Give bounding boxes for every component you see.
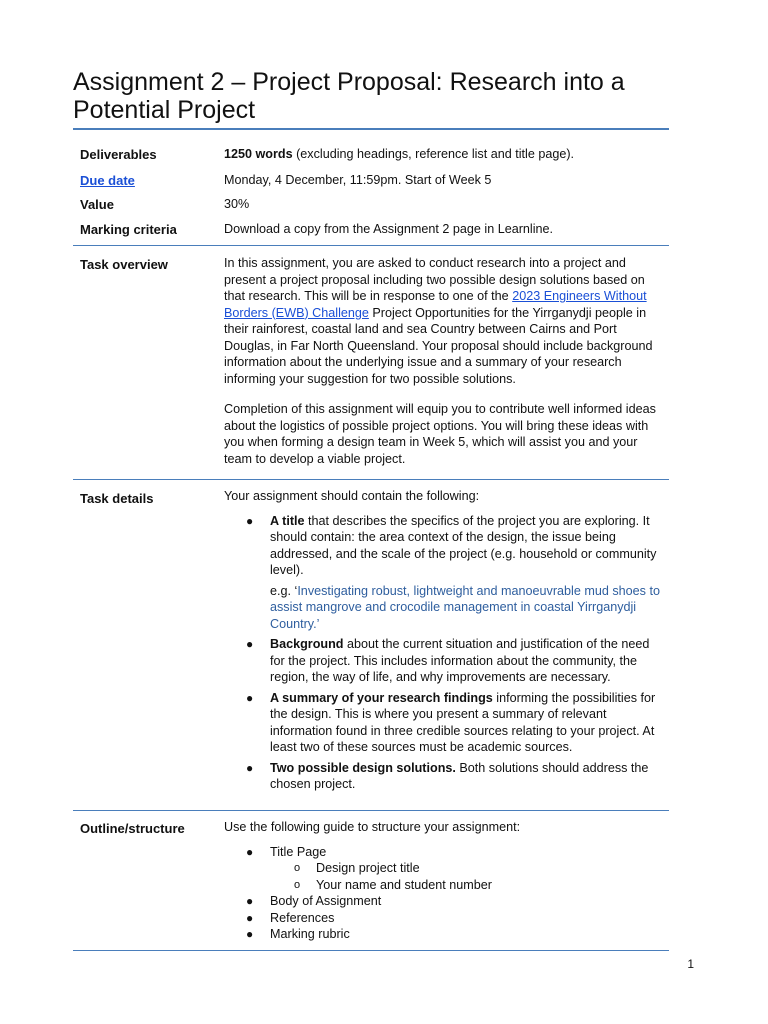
list-subitem: o Design project title: [294, 861, 420, 875]
due-date-value: Monday, 4 December, 11:59pm. Start of Week 5: [224, 173, 492, 187]
task-details-intro: Your assignment should contain the following:: [224, 489, 480, 503]
section-divider: [73, 479, 669, 480]
value-value: 30%: [224, 197, 250, 211]
outline-content: [224, 819, 664, 943]
outline-item: References: [270, 910, 335, 925]
outline-intro: Use the following guide to structure your assignment:: [224, 820, 521, 834]
deliverables-words: 1250 words: [224, 147, 293, 161]
outline-subitem: Your name and student number: [316, 877, 492, 892]
list-item: ● Marking rubric: [246, 927, 350, 941]
outline-structure-label: Outline/structure: [80, 821, 185, 836]
outline-subitem: Design project title: [316, 861, 420, 875]
marking-criteria-value: Download a copy from the Assignment 2 page in Learnline.: [224, 222, 554, 236]
marking-criteria-label: Marking criteria: [80, 222, 177, 237]
list-item: ● A summary of your research findings informing the possibilities for the design. This is where you present a summary of relevant information found in three credible sources relating to your project. At least two of these sources must be academic sources.: [246, 690, 656, 754]
item-text: Both solutions should address the chosen project.: [270, 760, 649, 791]
value-label: Value: [80, 197, 114, 212]
list-subitem: o Your name and student number: [294, 877, 492, 892]
example-text: Investigating robust, lightweight and manoeuvrable mud shoes to assist mangrove and crocodile management in coastal Yirrganydji Country.’: [270, 583, 660, 631]
title-example: [270, 583, 664, 633]
outline-item: Body of Assignment: [270, 894, 382, 908]
list-item: ● Two possible design solutions. Both solutions should address the chosen project.: [246, 760, 649, 791]
page-title: Assignment 2 – Project Proposal: Research into a Potential Project: [73, 68, 625, 124]
example-prefix: e.g. ‘: [270, 583, 298, 598]
list-item: ● Title Page: [246, 844, 327, 859]
list-item: ● References: [246, 910, 335, 925]
item-heading: Background: [270, 637, 344, 651]
ewb-challenge-link[interactable]: 2023 Engineers Without Borders (EWB) Challenge: [224, 289, 647, 320]
deliverables-value: [224, 146, 664, 163]
section-divider: [73, 245, 669, 246]
overview-text: Project Opportunities for the Yirrganydji people in their rainforest, coastal land and sea Country between Cairns and Port Douglas, in Far North Queensland. Your proposal should include background information about the underlying issue and a summary of your research informing your suggestion for two possible solutions.: [224, 305, 653, 386]
overview-text: In this assignment, you are asked to conduct research into a project and present a project proposal including two possible design solutions based on that research. This will be in response to one of the: [224, 256, 645, 303]
list-item: ● A title that describes the specifics of the project you are exploring. It should contain: the area context of the design, the issue being addressed, and the scale of the project (e.g. household or community level). e.g. ‘Investigating robust, lightweight and manoeuvrable mud shoes to assist mangrove and crocodile management in coastal Yirrganydji Country.’: [224, 513, 664, 633]
deliverables-label: Deliverables: [80, 147, 157, 162]
task-overview-paragraph-2: Completion of this assignment will equip you to contribute well informed ideas about the logistics of possible project options. You will bring these ideas with you when forming a design team in Week 5, which will assist you and your team to develop a viable project.: [224, 402, 656, 466]
deliverables-note: (excluding headings, reference list and title page).: [292, 147, 575, 161]
item-text: that describes the specifics of the project you are exploring. It should contain: the area context of the design, the issue being addressed, and the scale of the project (e.g. household or community level).: [270, 513, 657, 577]
list-item: ● Body of Assignment: [246, 894, 382, 908]
page-number: 1: [687, 957, 694, 971]
task-overview-text: [224, 255, 664, 467]
section-divider: [73, 810, 669, 811]
item-heading: A title: [270, 513, 305, 528]
outline-item: Marking rubric: [270, 927, 350, 941]
task-overview-label: Task overview: [80, 257, 168, 272]
item-text: informing the possibilities for the design. This is where you present a summary of relevant information found in three credible sources relating to your project. At least two of these sources must be academic sources.: [270, 690, 656, 754]
list-item: ● Background about the current situation and justification of the need for the project. This includes information about the community, the region, the way of life, and why improvements are necessary.: [246, 637, 650, 684]
due-date-link[interactable]: Due date: [80, 173, 135, 188]
outline-item: Title Page: [270, 844, 327, 859]
item-heading: Two possible design solutions.: [270, 760, 456, 775]
task-details-list: [224, 513, 664, 793]
item-text: about the current situation and justification of the need for the project. This includes information about the community, the region, the way of life, and why improvements are necessary.: [270, 637, 650, 684]
task-details-label: Task details: [80, 491, 154, 506]
task-details-content: [224, 488, 664, 793]
item-heading: A summary of your research findings: [270, 690, 493, 705]
task-overview-paragraph-1: [224, 255, 664, 387]
title-divider: [73, 128, 669, 130]
bottom-divider: [73, 950, 669, 951]
outline-list: [224, 844, 664, 943]
